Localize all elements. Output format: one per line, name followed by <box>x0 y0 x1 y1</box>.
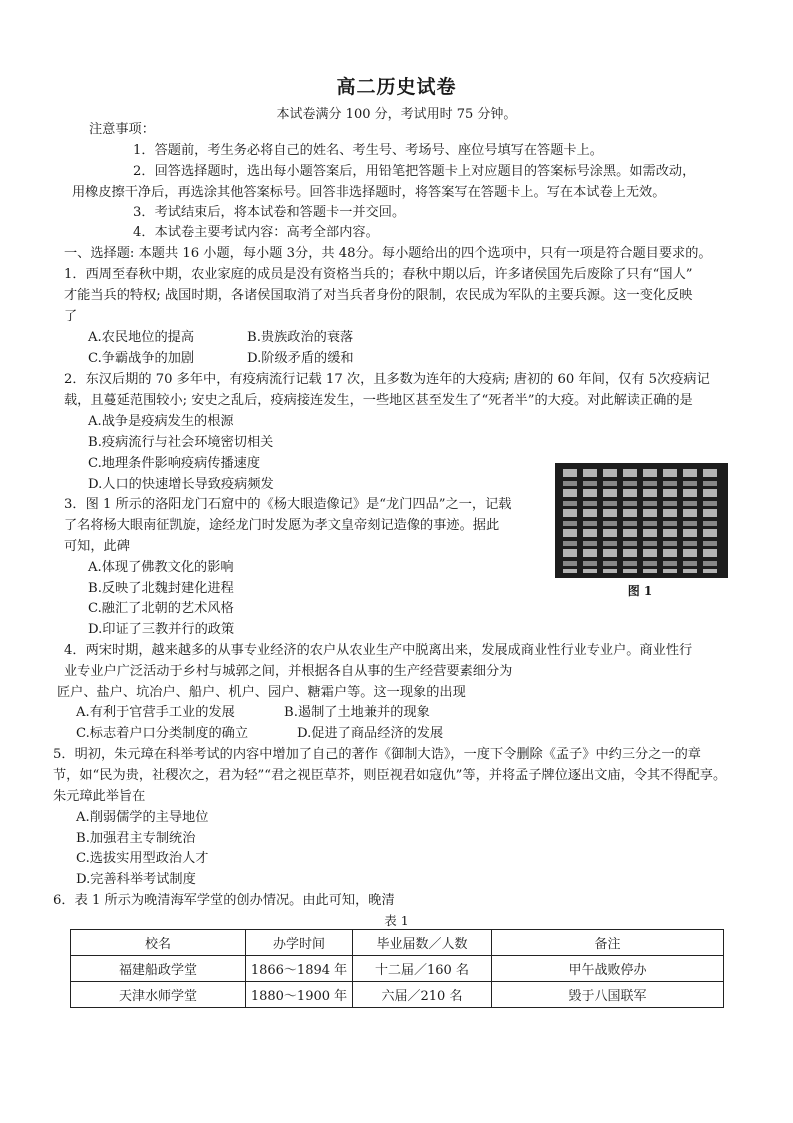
table-row <box>71 982 724 1008</box>
q4-stem-line-1: 4．两宋时期，越来越多的从事专业经济的农户从农业生产中脱离出来，发展成商业性行业专业户。商业性行 <box>64 643 693 658</box>
stele-inscription-image <box>555 463 728 578</box>
note-1: 1．答题前，考生务必将自己的姓名、考生号、考场号、座位号填写在答题卡上。 <box>133 143 603 158</box>
naval-schools-table <box>70 929 724 1008</box>
note-2-line-1: 2．回答选择题时，选出每小题答案后，用铅笔把答题卡上对应题目的答案标号涂黑。如需改动， <box>133 164 696 179</box>
q2-option-a: A.战争是疫病发生的根源 <box>88 414 234 429</box>
q3-stem-line-2: 了名将杨大眼南征凯旋，途经龙门时发愿为孝文皇帝刻记造像的事迹。据此 <box>64 518 500 533</box>
q2-option-c: C.地理条件影响疫病传播速度 <box>88 456 261 471</box>
q4-option-a: A.有利于官营手工业的发展 <box>76 705 235 720</box>
q4-stem-line-2: 业专业户广泛活动于乡村与城郭之间，并根据各自从事的生产经营要素细分为 <box>64 664 513 679</box>
note-3: 3．考试结束后，将本试卷和答题卡一并交回。 <box>133 205 406 220</box>
q3-option-b: B.反映了北魏封建化进程 <box>88 581 234 596</box>
table-cell: 天津水师学堂 <box>71 982 246 1008</box>
q2-option-d: D.人口的快速增长导致疫病频发 <box>88 477 274 492</box>
table-header-cell: 校名 <box>71 930 246 956</box>
q3-stem-line-1: 3．图 1 所示的洛阳龙门石窟中的《杨大眼造像记》是“龙门四品”之一，记载 <box>64 497 512 512</box>
table-row <box>71 956 724 982</box>
table-header-cell: 毕业届数／人数 <box>353 930 492 956</box>
table-cell: 1880～1900 年 <box>246 982 353 1008</box>
q6-stem-line-1: 6．表 1 所示为晚清海军学堂的创办情况。由此可知，晚清 <box>53 893 395 908</box>
q4-option-b: B.遏制了土地兼并的现象 <box>284 705 430 720</box>
q4-option-c: C.标志着户口分类制度的确立 <box>76 726 249 741</box>
q3-option-c: C.融汇了北朝的艺术风格 <box>88 601 234 616</box>
table-cell: 甲午战败停办 <box>492 956 724 982</box>
q1-stem-line-1: 1．西周至春秋中期，农业家庭的成员是没有资格当兵的；春秋中期以后，许多诸侯国先后废除了只有“国人” <box>64 267 693 282</box>
q5-stem-line-3: 朱元璋此举旨在 <box>53 789 146 804</box>
section-heading: 一、选择题: 本题共 16 小题，每小题 3分，共 48分。每小题给出的四个选项中，只有一项是符合题目要求的。 <box>64 246 712 261</box>
note-4: 4．本试卷主要考试内容：高考全部内容。 <box>133 225 379 240</box>
q4-stem-line-3: 匠户、盐户、坑冶户、船户、机户、园户、糖霜户等。这一现象的出现 <box>57 685 466 700</box>
figure-caption: 图 1 <box>627 584 653 598</box>
table-cell: 福建船政学堂 <box>71 956 246 982</box>
notes-heading: 注意事项： <box>89 122 155 137</box>
table-header-cell: 办学时间 <box>246 930 353 956</box>
q5-stem-line-1: 5．明初，朱元璋在科举考试的内容中增加了自己的著作《御制大诰》，一度下令删除《孟子》中约三分之一的章 <box>53 747 701 762</box>
q3-option-d: D.印证了三教并行的政策 <box>88 622 235 637</box>
q1-option-a: A.农民地位的提高 <box>88 330 195 345</box>
table-cell: 1866～1894 年 <box>246 956 353 982</box>
q4-option-d: D.促进了商品经济的发展 <box>297 726 444 741</box>
q1-option-d: D.阶级矛盾的缓和 <box>247 351 354 366</box>
q5-option-a: A.削弱儒学的主导地位 <box>76 810 209 825</box>
table-caption: 表 1 <box>384 913 409 928</box>
q2-stem-line-1: 2．东汉后期的 70 多年中，有疫病流行记载 17 次，且多数为连年的大疫病; 唐初的 60 年间，仅有 5次疫病记 <box>64 372 710 387</box>
q1-option-b: B.贵族政治的衰落 <box>247 330 354 345</box>
q5-option-d: D.完善科举考试制度 <box>76 872 196 887</box>
exam-subtitle: 本试卷满分 100 分，考试用时 75 分钟。 <box>276 107 517 122</box>
q1-stem-line-2: 才能当兵的特权; 战国时期，各诸侯国取消了对当兵者身份的限制，农民成为军队的主要兵源。这一变化反映 <box>64 288 693 303</box>
q1-option-c: C.争霸战争的加剧 <box>88 351 195 366</box>
page-title: 高二历史试卷 <box>336 76 457 98</box>
note-2-line-2: 用橡皮擦干净后，再选涂其他答案标号。回答非选择题时，将答案写在答题卡上。写在本试卷上无效。 <box>72 185 666 200</box>
table-cell: 十二届／160 名 <box>353 956 492 982</box>
table-header-cell: 备注 <box>492 930 724 956</box>
table-cell: 毁于八国联军 <box>492 982 724 1008</box>
q3-stem-line-3: 可知，此碑 <box>64 539 130 554</box>
q3-option-a: A.体现了佛教文化的影响 <box>88 560 234 575</box>
q5-stem-line-2: 节，如“民为贵，社稷次之，君为轻”“君之视臣草芥，则臣视君如寇仇”等，并将孟子牌位逐出文庙，令其不得配享。 <box>53 768 727 783</box>
table-header-row <box>71 930 724 956</box>
table-cell: 六届／210 名 <box>353 982 492 1008</box>
q5-option-b: B.加强君主专制统治 <box>76 831 196 846</box>
q2-option-b: B.疫病流行与社会环境密切相关 <box>88 435 274 450</box>
q2-stem-line-2: 载，且蔓延范围较小; 安史之乱后，疫病接连发生，一些地区甚至发生了“死者半”的大疫。对此解读正确的是 <box>64 393 693 408</box>
q5-option-c: C.选拔实用型政治人才 <box>76 851 209 866</box>
q1-stem-line-3: 了 <box>64 309 78 324</box>
